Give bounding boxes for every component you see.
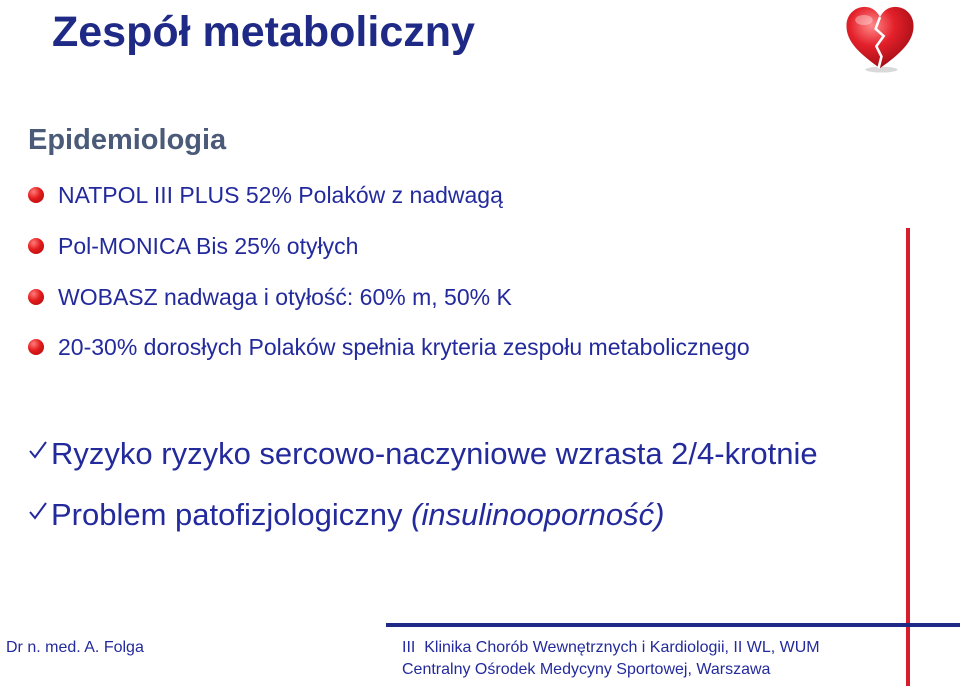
conclusion-item xyxy=(28,436,818,472)
slide-title: Zespół metaboliczny xyxy=(52,8,475,56)
navy-horizontal-divider xyxy=(386,623,960,627)
list-item-text: WOBASZ nadwaga i otyłość: 60% m, 50% K xyxy=(58,283,512,310)
list-item-text: NATPOL III PLUS 52% Polaków z nadwagą xyxy=(58,181,503,208)
conclusion-text-italic: (insulinooporność) xyxy=(411,497,665,532)
list-item xyxy=(28,229,358,263)
footer-author: Dr n. med. A. Folga xyxy=(6,639,144,656)
checkmark-icon xyxy=(28,440,48,460)
conclusion-text xyxy=(51,497,664,533)
list-item xyxy=(28,330,750,364)
conclusion-text: Ryzyko ryzyko sercowo-naczyniowe wzrasta 2/4-krotnie xyxy=(51,436,818,471)
list-item-text: 20-30% dorosłych Polaków spełnia kryteria zespołu metabolicznego xyxy=(58,333,750,360)
conclusion-item xyxy=(28,497,664,533)
footer-institution-line2: Centralny Ośrodek Medycyny Sportowej, Warszawa xyxy=(402,661,771,678)
red-vertical-divider xyxy=(906,228,910,686)
footer-institution-line1: III Klinika Chorób Wewnętrznych i Kardiologii, II WL, WUM xyxy=(402,639,820,656)
conclusion-text-prefix: Problem patofizjologiczny xyxy=(51,497,412,532)
footer-institution xyxy=(402,637,820,681)
epidemiology-heading: Epidemiologia xyxy=(28,124,227,156)
checkmark-icon xyxy=(28,501,48,521)
red-dot-bullet-icon xyxy=(28,289,44,305)
red-dot-bullet-icon xyxy=(28,238,44,254)
list-item xyxy=(28,178,503,212)
red-dot-bullet-icon xyxy=(28,187,44,203)
list-item xyxy=(28,280,512,314)
broken-heart-icon xyxy=(843,4,917,74)
list-item-text: Pol-MONICA Bis 25% otyłych xyxy=(58,232,359,259)
red-dot-bullet-icon xyxy=(28,339,44,355)
